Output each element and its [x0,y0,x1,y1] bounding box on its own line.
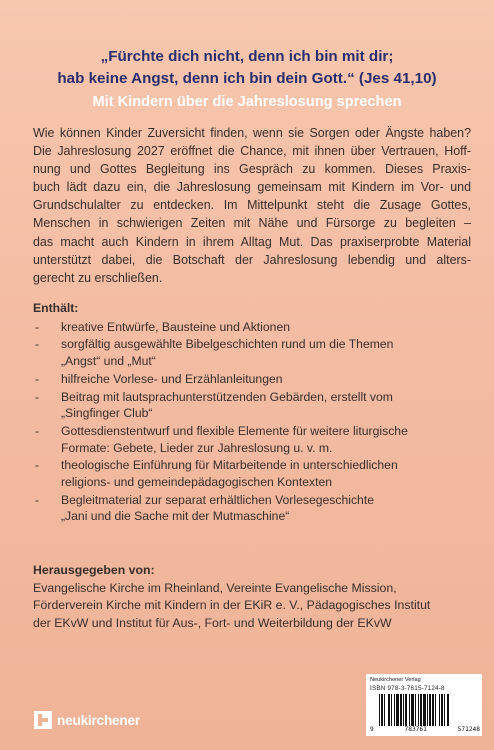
list-item-line: sorgfältig ausgewählte Bibelgeschichten rund um die Themen [61,337,394,352]
header [0,46,494,113]
intro-line: gerecht zu erschließen. [33,270,163,285]
list-item-line: religions- und gemeindepädagogischen Kontexten [61,475,333,490]
barcode-digits [370,726,480,733]
editors-line: Förderverein Kirche mit Kindern in der EKiR e. V., Pädagogisches Institut [33,598,431,613]
intro-paragraph [33,124,471,287]
quote-line: „Fürchte dich nicht, denn ich bin mit dir; [100,48,394,65]
editors-section [33,562,473,632]
intro-line: Die Jahreslosung 2027 eröffnet die Chance, mit ihnen über Vertrauen, Hoff- [33,144,471,159]
barcode-digit-group: 783761 [404,726,427,733]
dash-bullet: - [35,458,40,473]
dash-bullet: - [35,319,40,334]
quote-line: hab keine Angst, denn ich bin dein Gott.“ (Jes 41,10) [57,70,437,87]
contents-heading: Enthält: [33,301,79,315]
barcode-box [366,674,482,736]
list-item [33,423,473,456]
logo-name: neukirchener [57,712,140,728]
editors-heading: Herausgegeben von: [33,563,155,577]
neukirchener-logo-icon [34,711,52,729]
barcode-publisher: Neukirchener Verlag [370,677,421,683]
barcode-icon [379,694,471,726]
intro-line: unterstützt dabei, die Botschaft der Jahreslosung lebendig und alters- [33,252,471,267]
list-item-line: „Angst“ und „Mut“ [61,354,156,369]
dash-bullet: - [35,492,40,507]
barcode-digit-group: 571248 [457,726,480,733]
list-item-line: theologische Einführung für Mitarbeitende in unterschiedlichen [61,458,398,473]
dash-bullet: - [35,423,40,438]
list-item [33,371,473,388]
list-item-line: kreative Entwürfe, Bausteine und Aktionen [61,319,290,334]
list-item [33,336,473,369]
editors-line: Evangelische Kirche im Rheinland, Vereinte Evangelische Mission, [33,580,397,595]
subtitle: Mit Kindern über die Jahreslosung sprechen [92,94,402,110]
dash-bullet: - [35,371,40,386]
list-item-line: Beitrag mit lautsprachunterstützenden Gebärden, erstellt vom [61,389,393,404]
list-item [33,319,473,336]
bible-quote [0,46,494,90]
list-item-line: hilfreiche Vorlese- und Erzählanleitungen [61,371,283,386]
dash-bullet: - [35,389,40,404]
contents-section [33,300,473,526]
editors-line: der EKvW und Institut für Aus-, Fort- und Weiterbildung der EKvW [33,615,392,630]
list-item-line: Formate: Gebete, Lieder zur Jahreslosung u. v. m. [61,440,333,455]
list-item-line: Gottesdienstentwurf und flexible Elemente für weitere liturgische [61,423,408,438]
list-item-line: „Singfinger Club“ [61,406,153,421]
isbn-text: ISBN 978-3-7615-7124-8 [370,685,445,692]
intro-line: Menschen in schwierigen Zeiten mit Nähe und Fürsorge zu begleiten – [33,216,471,231]
intro-line: das macht auch Kindern in ihrem Alltag Mut. Das praxiserprobte Material [33,234,471,249]
publisher-logo [34,711,140,729]
list-item-line: Begleitmaterial zur separat erhältlichen Vorlesegeschichte [61,492,374,507]
list-item [33,389,473,422]
list-item-line: „Jani und die Sache mit der Mutmaschine“ [61,509,290,524]
list-item [33,457,473,490]
list-item [33,492,473,525]
intro-line: Wie können Kinder Zuversicht finden, wenn sie Sorgen oder Ängste haben? [33,126,471,140]
intro-line: nung und Gottes Begleitung ins Gespräch zu kommen. Dieses Praxis- [33,162,471,177]
dash-bullet: - [35,337,40,352]
intro-line: buch lädt dazu ein, die Jahreslosung gemeinsam mit Kindern im Vor- und [33,180,471,195]
barcode-digit-group: 9 [370,726,374,733]
contents-list [33,319,473,525]
intro-line: Grundschulalter zu entdecken. Im Mittelpunkt steht die Zusage Gottes, [33,198,471,213]
